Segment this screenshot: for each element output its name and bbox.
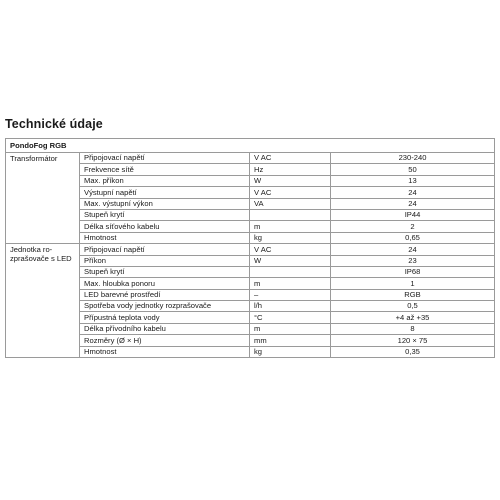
- table-row: [6, 209, 495, 220]
- table-row: [6, 312, 495, 323]
- unit-cell: VA: [250, 198, 331, 209]
- table-row: [6, 221, 495, 232]
- group-label-line: zprašovače s LED: [10, 253, 72, 263]
- unit-cell: m: [250, 278, 331, 289]
- value-cell: 0,65: [331, 232, 495, 243]
- product-name: PondoFog RGB: [6, 139, 495, 153]
- value-cell: 23: [331, 255, 495, 266]
- value-cell: RGB: [331, 289, 495, 300]
- table-row: [6, 278, 495, 289]
- parameter-cell: LED barevné prostředí: [80, 289, 250, 300]
- unit-cell: W: [250, 175, 331, 186]
- table-row: [6, 266, 495, 277]
- table-row: [6, 335, 495, 346]
- technical-data-section: [5, 117, 495, 358]
- value-cell: 13: [331, 175, 495, 186]
- parameter-cell: Spotřeba vody jednotky rozprašovače: [80, 301, 250, 312]
- value-cell: 24: [331, 198, 495, 209]
- unit-cell: m: [250, 221, 331, 232]
- value-cell: 24: [331, 244, 495, 255]
- parameter-cell: Max. příkon: [80, 175, 250, 186]
- table-title-row: [6, 139, 495, 153]
- parameter-cell: Připojovací napětí: [80, 244, 250, 255]
- table-row: [6, 301, 495, 312]
- section-heading: Technické údaje: [5, 117, 103, 131]
- parameter-cell: Délka síťového kabelu: [80, 221, 250, 232]
- unit-cell: V AC: [250, 153, 331, 164]
- group-label: Transformátor: [6, 153, 80, 244]
- unit-cell: mm: [250, 335, 331, 346]
- value-cell: 50: [331, 164, 495, 175]
- table-row: [6, 153, 495, 164]
- unit-cell: Hz: [250, 164, 331, 175]
- unit-cell: m: [250, 323, 331, 334]
- value-cell: IP68: [331, 266, 495, 277]
- value-cell: 230-240: [331, 153, 495, 164]
- parameter-cell: Výstupní napětí: [80, 187, 250, 198]
- value-cell: IP44: [331, 209, 495, 220]
- parameter-cell: Rozměry (Ø × H): [80, 335, 250, 346]
- table-row: [6, 175, 495, 186]
- unit-cell: V AC: [250, 187, 331, 198]
- table-row: [6, 232, 495, 243]
- unit-cell: kg: [250, 346, 331, 357]
- spec-table: [5, 138, 495, 358]
- table-row: [6, 187, 495, 198]
- table-row: [6, 164, 495, 175]
- value-cell: +4 až +35: [331, 312, 495, 323]
- unit-cell: kg: [250, 232, 331, 243]
- parameter-cell: Délka přívodního kabelu: [80, 323, 250, 334]
- parameter-cell: Max. výstupní výkon: [80, 198, 250, 209]
- value-cell: 1: [331, 278, 495, 289]
- parameter-cell: Hmotnost: [80, 232, 250, 243]
- unit-cell: [250, 209, 331, 220]
- unit-cell: W: [250, 255, 331, 266]
- parameter-cell: Frekvence sítě: [80, 164, 250, 175]
- unit-cell: V AC: [250, 244, 331, 255]
- parameter-cell: Hmotnost: [80, 346, 250, 357]
- parameter-cell: Stupeň krytí: [80, 209, 250, 220]
- group-label: [6, 244, 80, 358]
- table-row: [6, 255, 495, 266]
- table-row: [6, 198, 495, 209]
- unit-cell: l/h: [250, 301, 331, 312]
- value-cell: 0,35: [331, 346, 495, 357]
- value-cell: 8: [331, 323, 495, 334]
- unit-cell: °C: [250, 312, 331, 323]
- value-cell: 120 × 75: [331, 335, 495, 346]
- parameter-cell: Max. hloubka ponoru: [80, 278, 250, 289]
- value-cell: 2: [331, 221, 495, 232]
- table-row: [6, 289, 495, 300]
- group-label-line: Jednotka ro-: [10, 245, 53, 255]
- parameter-cell: Stupeň krytí: [80, 266, 250, 277]
- parameter-cell: Připojovací napětí: [80, 153, 250, 164]
- table-row: [6, 323, 495, 334]
- table-row: [6, 346, 495, 357]
- parameter-cell: Příkon: [80, 255, 250, 266]
- value-cell: 24: [331, 187, 495, 198]
- unit-cell: –: [250, 289, 331, 300]
- unit-cell: [250, 266, 331, 277]
- value-cell: 0,5: [331, 301, 495, 312]
- table-row: [6, 244, 495, 255]
- parameter-cell: Přípustná teplota vody: [80, 312, 250, 323]
